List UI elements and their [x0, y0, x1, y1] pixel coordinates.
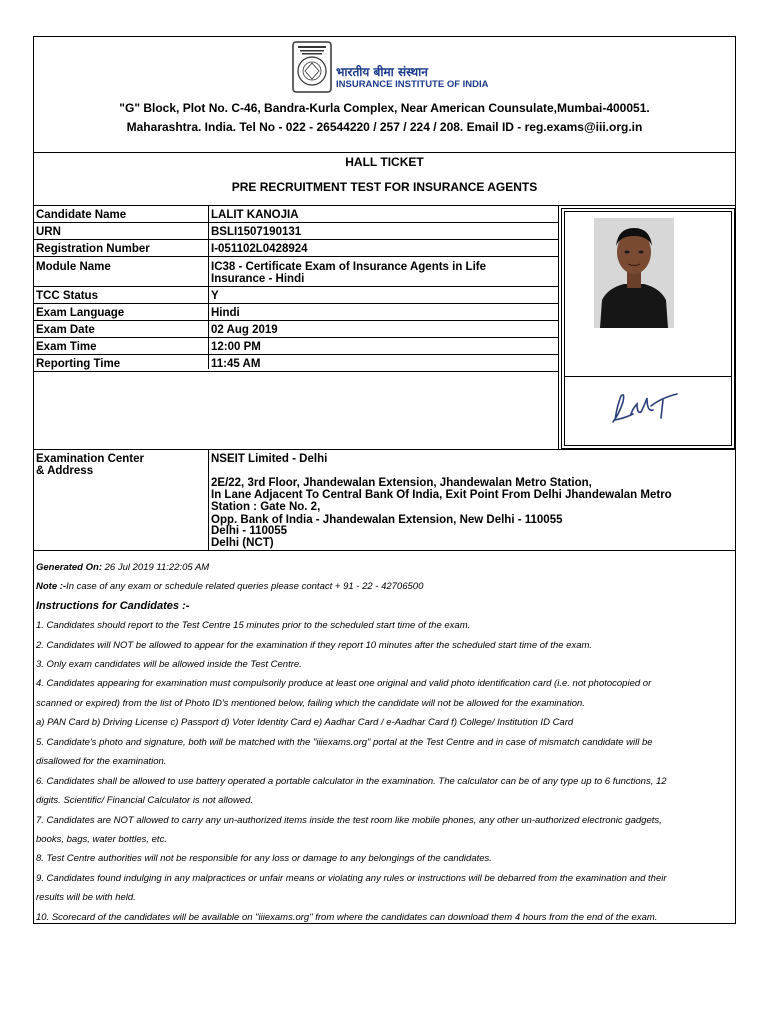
reporting-time-value: 11:45 AM: [211, 358, 261, 370]
document-title: HALL TICKET: [345, 155, 424, 169]
instruction-line: books, bags, water bottles, etc.: [36, 834, 167, 845]
exam-center-address-line: In Lane Adjacent To Central Bank Of India, Exit Point From Delhi Jhandewalan Metro: [211, 489, 672, 501]
photo-frame: [564, 211, 732, 446]
exam-center-address-line: Delhi (NCT): [211, 537, 274, 549]
exam-date-value: 02 Aug 2019: [211, 324, 278, 336]
row-divider: [34, 371, 558, 372]
exam-center-address-line: Station : Gate No. 2,: [211, 501, 321, 513]
exam-time-value: 12:00 PM: [211, 341, 261, 353]
urn-value: BSLI1507190131: [211, 226, 302, 238]
generated-on: [36, 562, 209, 574]
instruction-line: scanned or expired) from the list of Photo ID's mentioned below, failing which the candidate will not be allowed for the examination.: [36, 698, 585, 709]
instruction-line: 3. Only exam candidates will be allowed inside the Test Centre.: [36, 659, 302, 670]
instruction-line: 4. Candidates appearing for examination must compulsorily produce at least one original and valid photo identification card (i.e. not photocopied or: [36, 678, 652, 689]
row-divider: [34, 222, 558, 223]
column-divider: [208, 205, 209, 369]
row-divider: [34, 337, 558, 338]
instruction-line: 8. Test Centre authorities will not be responsible for any loss or damage to any belongings of the candidates.: [36, 853, 492, 864]
note-label: Note :-: [36, 581, 67, 592]
exam-center-label-line1: Examination Center: [36, 453, 144, 465]
row-divider: [34, 320, 558, 321]
address-line-2: Maharashtra. India. Tel No - 022 - 26544220 / 257 / 224 / 208. Email ID - reg.exams@iii.org.in: [126, 120, 643, 134]
module-name-value: IC38 - Certificate Exam of Insurance Agents in Life: [211, 261, 487, 273]
urn-label: URN: [36, 226, 61, 238]
instruction-line: 2. Candidates will NOT be allowed to appear for the examination if they report 10 minutes after the scheduled start time of the exam.: [36, 640, 593, 651]
instruction-line: 5. Candidate's photo and signature, both will be matched with the "iiiexams.org" portal at the Test Centre and in case of mismatch candidate will be: [36, 737, 653, 748]
module-name-value-line2: Insurance - Hindi: [211, 273, 305, 285]
document-subtitle: PRE RECRUITMENT TEST FOR INSURANCE AGENTS: [231, 180, 538, 194]
divider: [34, 152, 735, 153]
logo-english-name: INSURANCE INSTITUTE OF INDIA: [336, 79, 489, 90]
photo-signature-box: [561, 208, 735, 449]
instruction-line: results will be with held.: [36, 892, 136, 903]
instruction-line: 9. Candidates found indulging in any malpractices or unfair means or violating any rules or instructions will be debarred from the examination and their: [36, 873, 667, 884]
instruction-line: 1. Candidates should report to the Test Centre 15 minutes prior to the scheduled start time of the exam.: [36, 620, 471, 631]
instruction-line: a) PAN Card b) Driving License c) Passport d) Voter Identity Card e) Aadhar Card / e-Aadhar Card f) College/ Institution ID Card: [36, 717, 574, 728]
candidate-signature: [605, 384, 690, 429]
row-divider: [34, 286, 558, 287]
logo-hindi-name: भारतीय बीमा संस्थान: [336, 65, 428, 79]
address-line-1: "G" Block, Plot No. C-46, Bandra-Kurla Complex, Near American Counsulate,Mumbai-400051.: [119, 101, 650, 115]
generated-on-label: Generated On:: [36, 562, 102, 573]
registration-number-value: I-051102L0428924: [211, 243, 308, 255]
exam-center-label-line2: & Address: [36, 465, 94, 477]
divider: [34, 449, 735, 450]
exam-language-label: Exam Language: [36, 307, 125, 319]
reporting-time-label: Reporting Time: [36, 358, 121, 370]
exam-language-value: Hindi: [211, 307, 240, 319]
exam-center-address-line: Opp. Bank of India - Jhandewalan Extension, New Delhi - 110055: [211, 514, 563, 526]
exam-center-name: NSEIT Limited - Delhi: [211, 453, 328, 465]
exam-time-label: Exam Time: [36, 341, 97, 353]
candidate-photo: [594, 218, 674, 328]
generated-on-value: 26 Jul 2019 11:22:05 AM: [104, 562, 210, 573]
exam-date-label: Exam Date: [36, 324, 95, 336]
row-divider: [34, 354, 558, 355]
column-divider: [558, 205, 559, 449]
instruction-line: digits. Scientific/ Financial Calculator is not allowed.: [36, 795, 254, 806]
hall-ticket-document: [33, 36, 736, 924]
candidate-name-value: LALIT KANOJIA: [211, 209, 299, 221]
row-divider: [34, 239, 558, 240]
divider: [34, 550, 735, 551]
instruction-line: 10. Scorecard of the candidates will be available on "iiiexams.org" from where the candidates can download them 4 hours from the end of the exam.: [36, 912, 658, 923]
note: [36, 581, 423, 593]
row-divider: [34, 256, 558, 257]
instruction-line: 6. Candidates shall be allowed to use battery operated a portable calculator in the examination. The calculator can be of any type up to 6 functions, 12: [36, 776, 667, 787]
instruction-line: disallowed for the examination.: [36, 756, 167, 767]
registration-number-label: Registration Number: [36, 243, 150, 255]
module-name-label: Module Name: [36, 261, 111, 273]
insurance-institute-emblem-icon: [292, 41, 332, 93]
tcc-status-label: TCC Status: [36, 290, 98, 302]
exam-center-address-line: Delhi - 110055: [211, 525, 288, 537]
row-divider: [34, 303, 558, 304]
note-text: In case of any exam or schedule related queries please contact + 91 - 22 - 42706500: [66, 581, 424, 592]
instructions-title: Instructions for Candidates :-: [36, 600, 190, 612]
divider: [34, 205, 735, 206]
tcc-status-value: Y: [211, 290, 219, 302]
exam-center-address-line: 2E/22, 3rd Floor, Jhandewalan Extension, Jhandewalan Metro Station,: [211, 477, 592, 489]
divider: [565, 376, 731, 377]
instruction-line: 7. Candidates are NOT allowed to carry any un-authorized items inside the test room like mobile phones, any other un-authorized electronic gadgets,: [36, 815, 662, 826]
candidate-name-label: Candidate Name: [36, 209, 127, 221]
column-divider: [208, 449, 209, 550]
